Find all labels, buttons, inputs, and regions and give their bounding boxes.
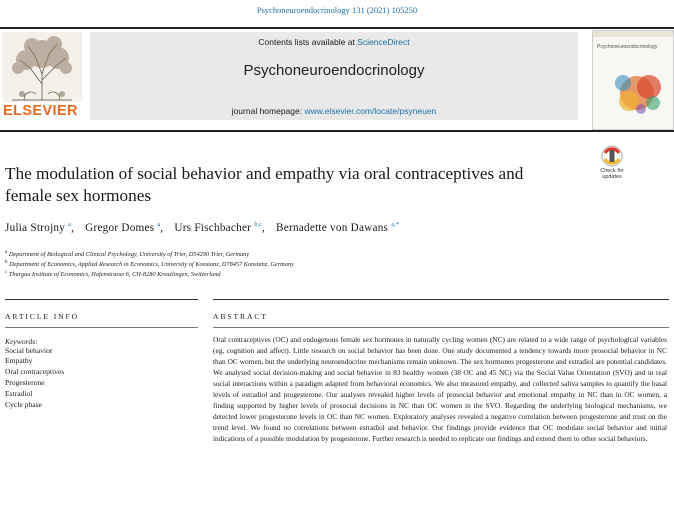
author-affiliation-marker[interactable]: a (68, 221, 72, 228)
contents-available-line (90, 37, 578, 47)
author-affiliation-marker[interactable]: a (157, 221, 161, 228)
article-title (5, 163, 590, 207)
author[interactable]: Gregor Domes $^a$, (85, 221, 164, 234)
sciencedirect-link[interactable]: ScienceDirect (357, 37, 410, 47)
author-name[interactable]: Julia Strojny (5, 222, 66, 234)
header-rule (0, 27, 674, 29)
journal-citation[interactable] (0, 5, 674, 15)
banner-bottom-rule (0, 130, 674, 132)
author-list (5, 221, 399, 234)
keyword-item: Social behavior (5, 346, 53, 355)
affiliation-marker: b (5, 260, 8, 265)
article-title-line-1: The modulation of social behavior and empathy via oral contraceptives and (5, 164, 524, 183)
keyword-item: Progesterone (5, 378, 45, 387)
affiliation (5, 250, 249, 258)
author[interactable]: Urs Fischbacher $^{b,c}$, (174, 221, 265, 234)
article-title-line-2: female sex hormones (5, 186, 152, 205)
affiliation (5, 270, 221, 278)
journal-citation-link[interactable]: Psychoneuroendocrinology 131 (2021) 105250 (256, 5, 418, 15)
abstract-top-rule (213, 299, 669, 300)
author-affiliation-marker[interactable]: b,c (254, 221, 262, 228)
journal-homepage-link[interactable]: www.elsevier.com/locate/psyneuen (304, 106, 437, 116)
author[interactable]: Julia Strojny $^a$, (5, 221, 75, 234)
affiliation-marker: c (5, 270, 8, 275)
article-info-heading-rule (5, 327, 198, 328)
abstract-body: Oral contraceptives (OC) and endogenous female sex hormones in naturally cycling women (NC) are related to a wide range of psychological variables (eg, cognition and affect). Little research on social behavior has been done. One study documented a tendency towards more prosocial behavior in NC than OC women, but the underlying neuroendocrine mechanisms remain unknown. The sex hormones progesterone and estradiol are potential candidates. We analysed social decision-making and social behavior in 83 healthy women (38 OC and 45 NC) via the Social Value Orientation (SVO) and in real social interactions within a paradigm adapted from behavioral economics. We also measured empathy, and collected saliva samples to quantify the basal levels of estradiol and progesterone. Our analyses revealed higher levels of prosocial behavior and emotional empathy in NC than in OC women, a finding supported by higher levels of prosocial decisions in NC than OC women in the SVO. Regarding the underlying biological mechanisms, we detected lower progesterone levels in OC than NC women. Exploratory analyses revealed a negative correlation between progesterone and trust on the trend level. We found no correlations between estradiol and behavior. Our findings provide evidence that OC modulate social behavior and initial indications of a possible modulation by progesterone. Further research is needed to replicate our findings and extend them to other social behaviors. (213, 335, 667, 443)
author[interactable] (276, 222, 399, 234)
journal-homepage-line (90, 106, 578, 116)
affiliation-text: Department of Economics, Applied Research in Economics, University of Konstanz, D78457 Konstanz, Germany (9, 261, 294, 268)
keywords-label: Keywords: (5, 337, 38, 346)
affiliation-text: Department of Biological and Clinical Psychology, University of Trier, D54290 Trier, Germany (8, 251, 250, 258)
publisher-wordmark: ELSEVIER (3, 103, 78, 119)
author-name[interactable]: Bernadette von Dawans (276, 222, 389, 234)
check-for-updates-icon (596, 144, 628, 170)
keyword-item: Estradiol (5, 389, 33, 398)
affiliation-text: Thurgau Institute of Economics, Hafenstrasse 6, CH-8280 Kreuzlingen, Switzerland (8, 271, 221, 278)
keyword-item: Empathy (5, 356, 33, 365)
abstract-heading-rule (213, 327, 669, 328)
check-for-updates-label (596, 168, 628, 180)
homepage-prefix: journal homepage: (231, 106, 305, 116)
check-for-updates-line-2: updates (602, 174, 622, 180)
cover-journal-title: Psychoneuroendocrinology (597, 44, 658, 50)
contents-prefix: Contents lists available at (258, 37, 358, 47)
check-for-updates-line-1: Check for (600, 168, 624, 174)
author-name[interactable]: Urs Fischbacher (174, 222, 252, 234)
affiliation (5, 260, 294, 268)
keyword-item: Oral contraceptives (5, 367, 65, 376)
author-affiliation-marker[interactable]: a,* (391, 221, 399, 228)
keyword-item: Cycle phase (5, 400, 42, 409)
author-name[interactable]: Gregor Domes (85, 222, 155, 234)
article-info-top-rule (5, 299, 198, 300)
journal-name: Psychoneuroendocrinology (243, 62, 425, 79)
abstract-heading: ABSTRACT (213, 312, 268, 321)
affiliation-marker: a (5, 250, 8, 255)
article-info-heading: ARTICLE INFO (5, 312, 80, 321)
